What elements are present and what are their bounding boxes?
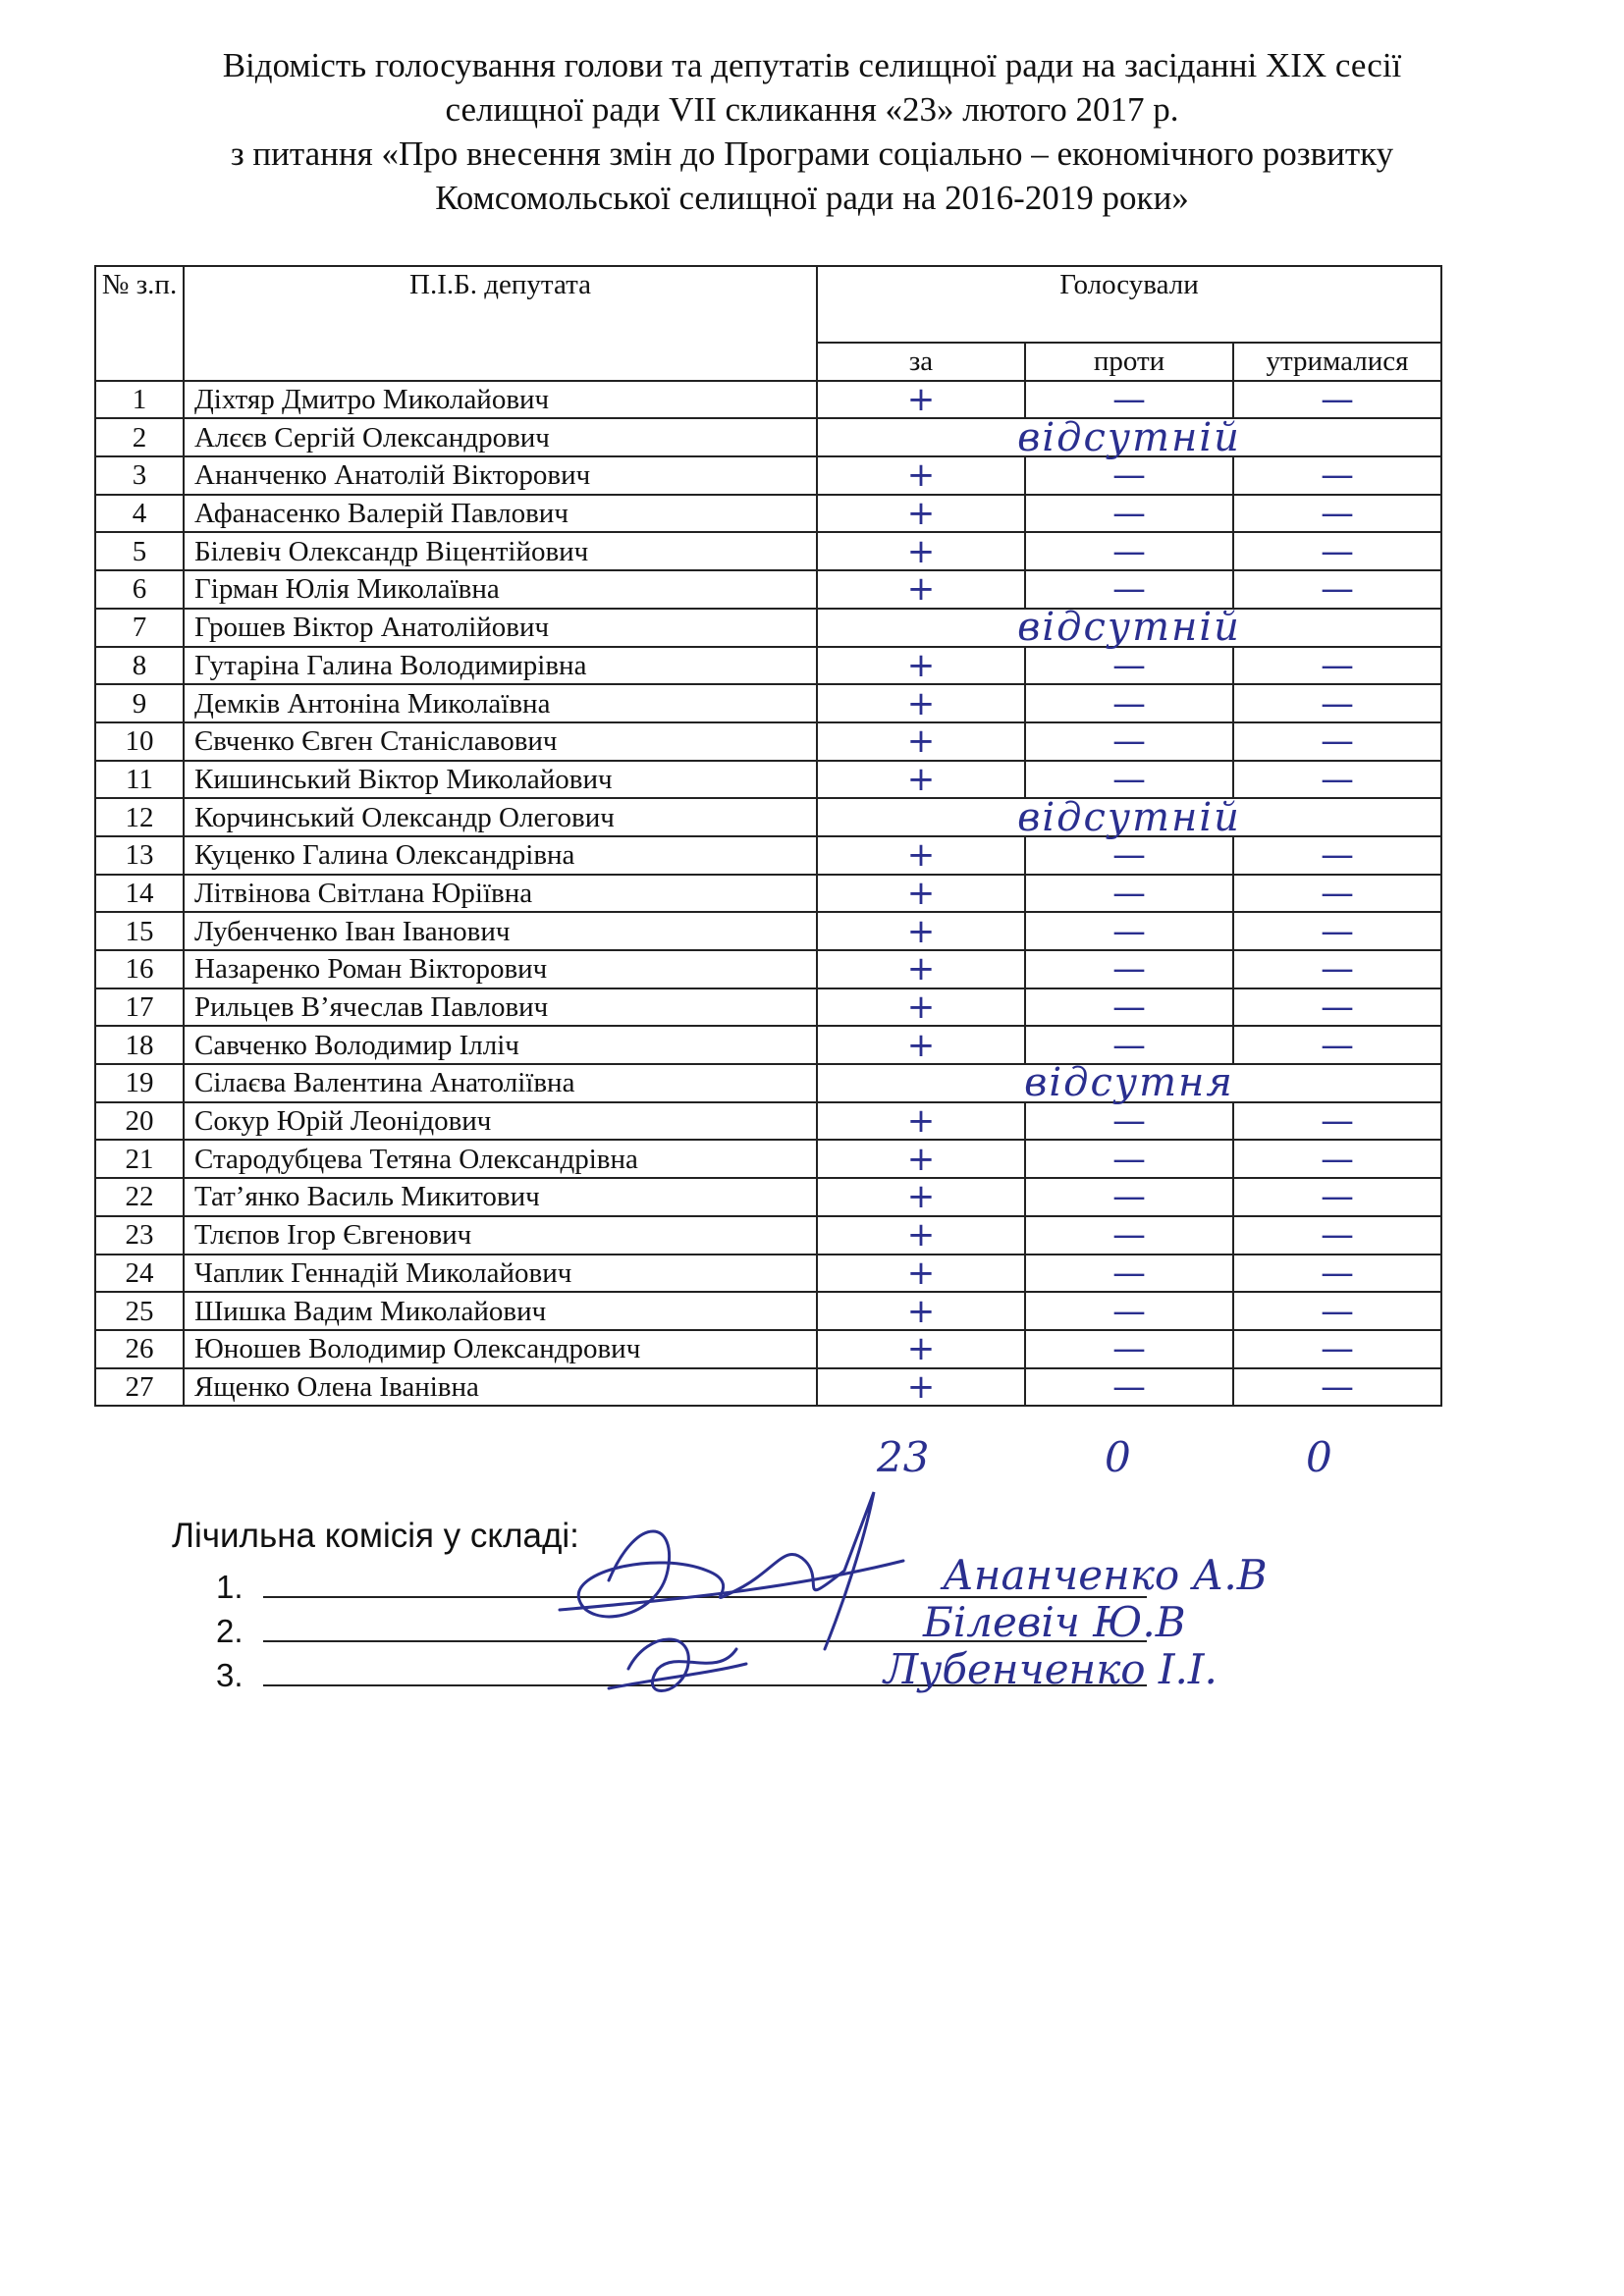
total-against: 0	[1105, 1433, 1131, 1481]
vote-against-mark: —	[1025, 1255, 1233, 1293]
vote-for-mark: +	[817, 761, 1025, 799]
table-row	[95, 418, 1441, 456]
header-against: проти	[1025, 343, 1233, 381]
commission-signature-3: Лубенченко І.І.	[884, 1645, 1218, 1693]
row-number: 9	[95, 684, 184, 722]
vote-for-mark: +	[817, 988, 1025, 1027]
vote-against-mark: —	[1025, 532, 1233, 570]
row-number: 25	[95, 1292, 184, 1330]
row-number: 2	[95, 418, 184, 456]
voting-table	[94, 265, 1442, 1407]
absent-mark: відсутній	[817, 609, 1441, 647]
deputy-name: Ананченко Анатолій Вікторович	[184, 456, 817, 495]
vote-against-mark: —	[1025, 647, 1233, 685]
deputy-name: Шишка Вадим Миколайович	[184, 1292, 817, 1330]
vote-against-mark: —	[1025, 456, 1233, 495]
deputy-name: Юношев Володимир Олександрович	[184, 1330, 817, 1368]
vote-abstain-mark: —	[1233, 570, 1441, 609]
table-row	[95, 532, 1441, 570]
row-number: 5	[95, 532, 184, 570]
commission-label: Лічильна комісія у складі:	[172, 1517, 579, 1555]
commission-number: 1.	[216, 1569, 244, 1605]
vote-abstain-mark: —	[1233, 836, 1441, 875]
vote-abstain-mark: —	[1233, 1140, 1441, 1178]
vote-against-mark: —	[1025, 950, 1233, 988]
commission-number: 2.	[216, 1613, 244, 1649]
deputy-name: Діхтяр Дмитро Миколайович	[184, 381, 817, 419]
table-row	[95, 1368, 1441, 1407]
vote-abstain-mark: —	[1233, 381, 1441, 419]
vote-for-mark: +	[817, 570, 1025, 609]
deputy-name: Ященко Олена Іванівна	[184, 1368, 817, 1407]
table-row	[95, 1064, 1441, 1102]
commission-signature-2: Білевіч Ю.В	[923, 1598, 1186, 1646]
row-number: 18	[95, 1026, 184, 1064]
deputy-name: Алєєв Сергій Олександрович	[184, 418, 817, 456]
row-number: 16	[95, 950, 184, 988]
vote-against-mark: —	[1025, 684, 1233, 722]
title-line-4: Комсомольської селищної ради на 2016-2019 роки»	[435, 179, 1189, 217]
vote-for-mark: +	[817, 1216, 1025, 1255]
document-title	[118, 43, 1506, 220]
title-line-2: селищної ради VII скликання «23» лютого 2017 р.	[445, 90, 1179, 129]
vote-for-mark: +	[817, 722, 1025, 761]
title-line-1: Відомість голосування голови та депутатів селищної ради на засіданні XIX сесії	[222, 46, 1402, 84]
total-for: 23	[877, 1433, 930, 1481]
row-number: 12	[95, 798, 184, 836]
deputy-name: Євченко Євген Станіславович	[184, 722, 817, 761]
table-row	[95, 570, 1441, 609]
vote-for-mark: +	[817, 1368, 1025, 1407]
deputy-name: Сокур Юрій Леонідович	[184, 1102, 817, 1141]
vote-abstain-mark: —	[1233, 532, 1441, 570]
vote-abstain-mark: —	[1233, 684, 1441, 722]
deputy-name: Білевіч Олександр Віцентійович	[184, 532, 817, 570]
vote-for-mark: +	[817, 684, 1025, 722]
table-body	[95, 381, 1441, 1407]
table-row	[95, 798, 1441, 836]
deputy-name: Стародубцева Тетяна Олександрівна	[184, 1140, 817, 1178]
vote-for-mark: +	[817, 495, 1025, 533]
vote-for-mark: +	[817, 912, 1025, 950]
vote-abstain-mark: —	[1233, 1026, 1441, 1064]
commission-number: 3.	[216, 1657, 244, 1693]
row-number: 21	[95, 1140, 184, 1178]
deputy-name: Сілаєва Валентина Анатоліївна	[184, 1064, 817, 1102]
header-abstain: утрималися	[1233, 343, 1441, 381]
row-number: 13	[95, 836, 184, 875]
vote-for-mark: +	[817, 836, 1025, 875]
vote-for-mark: +	[817, 1140, 1025, 1178]
vote-abstain-mark: —	[1233, 912, 1441, 950]
vote-abstain-mark: —	[1233, 950, 1441, 988]
row-number: 17	[95, 988, 184, 1027]
vote-for-mark: +	[817, 381, 1025, 419]
vote-abstain-mark: —	[1233, 647, 1441, 685]
vote-against-mark: —	[1025, 1330, 1233, 1368]
row-number: 6	[95, 570, 184, 609]
row-number: 23	[95, 1216, 184, 1255]
vote-abstain-mark: —	[1233, 1216, 1441, 1255]
vote-against-mark: —	[1025, 1216, 1233, 1255]
vote-against-mark: —	[1025, 988, 1233, 1027]
vote-abstain-mark: —	[1233, 875, 1441, 913]
vote-abstain-mark: —	[1233, 495, 1441, 533]
table-row	[95, 875, 1441, 913]
vote-against-mark: —	[1025, 912, 1233, 950]
table-row	[95, 988, 1441, 1027]
vote-against-mark: —	[1025, 761, 1233, 799]
table-row	[95, 381, 1441, 419]
vote-against-mark: —	[1025, 1140, 1233, 1178]
deputy-name: Демків Антоніна Миколаївна	[184, 684, 817, 722]
deputy-name: Савченко Володимир Ілліч	[184, 1026, 817, 1064]
table-row	[95, 684, 1441, 722]
vote-for-mark: +	[817, 647, 1025, 685]
deputy-name: Кишинський Віктор Миколайович	[184, 761, 817, 799]
table-row	[95, 836, 1441, 875]
vote-abstain-mark: —	[1233, 761, 1441, 799]
row-number: 10	[95, 722, 184, 761]
row-number: 20	[95, 1102, 184, 1141]
deputy-name: Афанасенко Валерій Павлович	[184, 495, 817, 533]
vote-for-mark: +	[817, 1178, 1025, 1216]
vote-against-mark: —	[1025, 722, 1233, 761]
vote-for-mark: +	[817, 1026, 1025, 1064]
row-number: 1	[95, 381, 184, 419]
header-number: № з.п.	[95, 266, 184, 381]
vote-abstain-mark: —	[1233, 1368, 1441, 1407]
vote-abstain-mark: —	[1233, 456, 1441, 495]
vote-abstain-mark: —	[1233, 988, 1441, 1027]
header-voted: Голосували	[817, 266, 1441, 343]
row-number: 11	[95, 761, 184, 799]
table-row	[95, 950, 1441, 988]
vote-abstain-mark: —	[1233, 1330, 1441, 1368]
row-number: 14	[95, 875, 184, 913]
vote-against-mark: —	[1025, 836, 1233, 875]
table-row	[95, 761, 1441, 799]
commission-signature-1: Ананченко А.В	[943, 1551, 1268, 1599]
table-row	[95, 1102, 1441, 1141]
vote-for-mark: +	[817, 875, 1025, 913]
header-for: за	[817, 343, 1025, 381]
deputy-name: Гірман Юлія Миколаївна	[184, 570, 817, 609]
deputy-name: Чаплик Геннадій Миколайович	[184, 1255, 817, 1293]
table-row	[95, 1330, 1441, 1368]
table-row	[95, 609, 1441, 647]
deputy-name: Літвінова Світлана Юріївна	[184, 875, 817, 913]
vote-against-mark: —	[1025, 1178, 1233, 1216]
vote-for-mark: +	[817, 1292, 1025, 1330]
table-row	[95, 1026, 1441, 1064]
table-row	[95, 912, 1441, 950]
table-row	[95, 1178, 1441, 1216]
vote-for-mark: +	[817, 1102, 1025, 1141]
absent-mark: відсутня	[817, 1064, 1441, 1102]
table-row	[95, 1216, 1441, 1255]
deputy-name: Лубенченко Іван Іванович	[184, 912, 817, 950]
absent-mark: відсутній	[817, 418, 1441, 456]
deputy-name: Тлєпов Ігор Євгенович	[184, 1216, 817, 1255]
vote-against-mark: —	[1025, 1368, 1233, 1407]
vote-for-mark: +	[817, 950, 1025, 988]
deputy-name: Гутаріна Галина Володимирівна	[184, 647, 817, 685]
handwritten-signatures	[550, 1453, 962, 1728]
vote-abstain-mark: —	[1233, 722, 1441, 761]
row-number: 4	[95, 495, 184, 533]
row-number: 7	[95, 609, 184, 647]
vote-against-mark: —	[1025, 875, 1233, 913]
table-row	[95, 1292, 1441, 1330]
table-row	[95, 722, 1441, 761]
vote-against-mark: —	[1025, 1026, 1233, 1064]
vote-abstain-mark: —	[1233, 1178, 1441, 1216]
vote-abstain-mark: —	[1233, 1292, 1441, 1330]
vote-for-mark: +	[817, 532, 1025, 570]
row-number: 26	[95, 1330, 184, 1368]
vote-for-mark: +	[817, 456, 1025, 495]
vote-for-mark: +	[817, 1330, 1025, 1368]
vote-against-mark: —	[1025, 570, 1233, 609]
table-row	[95, 1140, 1441, 1178]
vote-against-mark: —	[1025, 1292, 1233, 1330]
title-line-3: з питання «Про внесення змін до Програми соціально – економічного розвитку	[230, 134, 1394, 173]
vote-abstain-mark: —	[1233, 1255, 1441, 1293]
vote-against-mark: —	[1025, 495, 1233, 533]
row-number: 3	[95, 456, 184, 495]
row-number: 19	[95, 1064, 184, 1102]
vote-for-mark: +	[817, 1255, 1025, 1293]
vote-against-mark: —	[1025, 381, 1233, 419]
row-number: 15	[95, 912, 184, 950]
row-number: 27	[95, 1368, 184, 1407]
table-row	[95, 1255, 1441, 1293]
header-name: П.І.Б. депутата	[184, 266, 817, 381]
table-row	[95, 456, 1441, 495]
row-number: 8	[95, 647, 184, 685]
deputy-name: Рильцев В’ячеслав Павлович	[184, 988, 817, 1027]
row-number: 22	[95, 1178, 184, 1216]
row-number: 24	[95, 1255, 184, 1293]
deputy-name: Корчинський Олександр Олегович	[184, 798, 817, 836]
total-abstain: 0	[1306, 1433, 1332, 1481]
deputy-name: Куценко Галина Олександрівна	[184, 836, 817, 875]
vote-against-mark: —	[1025, 1102, 1233, 1141]
table-row	[95, 495, 1441, 533]
deputy-name: Грошев Віктор Анатолійович	[184, 609, 817, 647]
table-row	[95, 647, 1441, 685]
vote-abstain-mark: —	[1233, 1102, 1441, 1141]
deputy-name: Тат’янко Василь Микитович	[184, 1178, 817, 1216]
deputy-name: Назаренко Роман Вікторович	[184, 950, 817, 988]
absent-mark: відсутній	[817, 798, 1441, 836]
